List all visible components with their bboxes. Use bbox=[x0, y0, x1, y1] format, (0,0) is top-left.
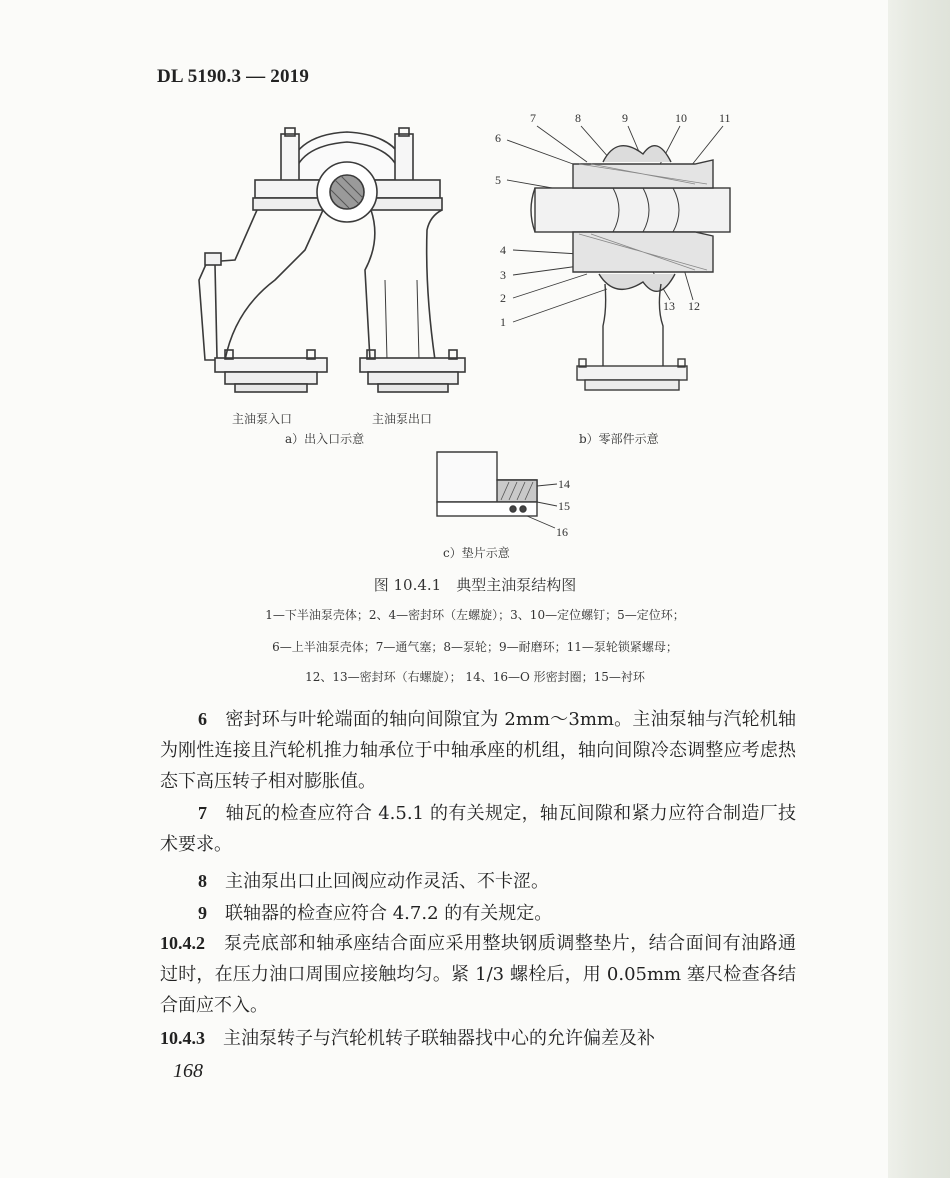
callout-16: 16 bbox=[556, 525, 568, 539]
clause-number: 10.4.3 bbox=[160, 1028, 205, 1048]
legend-line-1: 1—下半油泵壳体；2、4—密封环（左螺旋）；3、10—定位螺钉；5—定位环； bbox=[265, 608, 685, 622]
clause-text: 泵壳底部和轴承座结合面应采用整块钢质调整垫片，结合面间有油路通过时，在压力油口周围应接触均匀。紧 1/3 螺栓后，用 0.05mm 塞尺检查各结合面应不入。 bbox=[160, 933, 796, 1016]
clause-number: 9 bbox=[198, 903, 207, 923]
figure-a-caption: a）出入口示意 bbox=[285, 432, 365, 446]
callout-10: 10 bbox=[675, 111, 687, 125]
callout-11: 11 bbox=[719, 111, 731, 125]
inlet-label: 主油泵入口 bbox=[232, 412, 293, 426]
clause-text: 联轴器的检查应符合 4.7.2 的有关规定。 bbox=[225, 903, 553, 924]
callout-15: 15 bbox=[558, 499, 570, 513]
callout-5: 5 bbox=[495, 173, 501, 187]
clause-7 bbox=[160, 798, 796, 860]
callout-3: 3 bbox=[500, 268, 506, 282]
callout-14: 14 bbox=[558, 477, 570, 491]
outlet-label: 主油泵出口 bbox=[372, 412, 433, 426]
clause-number: 10.4.2 bbox=[160, 933, 205, 953]
clause-number: 8 bbox=[198, 871, 207, 891]
callout-12: 12 bbox=[688, 299, 700, 313]
clause-8 bbox=[160, 866, 796, 897]
callout-6: 6 bbox=[495, 131, 501, 145]
clause-text: 密封环与叶轮端面的轴向间隙宜为 2mm～3mm。主油泵轴与汽轮机轴为刚性连接且汽轮机推力轴承位于中轴承座的机组，轴向间隙冷态调整应考虑热态下高压转子相对膨胀值。 bbox=[160, 709, 796, 792]
figure-a-drawing bbox=[195, 120, 465, 400]
legend-line-3: 12、13—密封环（右螺旋）； 14、16—O 形密封圈；15—衬环 bbox=[305, 670, 645, 684]
callout-1: 1 bbox=[500, 315, 506, 329]
figure-c-drawing bbox=[437, 452, 577, 542]
figure-b-caption: b）零部件示意 bbox=[579, 432, 659, 446]
document-id: DL 5190.3 — 2019 bbox=[157, 66, 310, 87]
clause-10-4-3 bbox=[160, 1023, 796, 1054]
clause-6 bbox=[160, 704, 796, 797]
clause-number: 6 bbox=[198, 709, 207, 729]
clause-9 bbox=[160, 898, 796, 929]
clause-number: 7 bbox=[198, 803, 207, 823]
page-number: 168 bbox=[173, 1060, 203, 1082]
figure-title: 图 10.4.1 典型主油泵结构图 bbox=[373, 576, 577, 594]
legend-line-2: 6—上半油泵壳体；7—通气塞；8—泵轮；9—耐磨环；11—泵轮锁紧螺母； bbox=[272, 640, 678, 654]
callout-2: 2 bbox=[500, 291, 506, 305]
callout-8: 8 bbox=[575, 111, 581, 125]
clause-text: 主油泵转子与汽轮机转子联轴器找中心的允许偏差及补 bbox=[223, 1028, 655, 1049]
clause-text: 主油泵出口止回阀应动作灵活、不卡涩。 bbox=[225, 871, 549, 892]
figure-b-drawing bbox=[495, 104, 730, 404]
clause-10-4-2 bbox=[160, 928, 796, 1021]
callout-4: 4 bbox=[500, 243, 506, 257]
callout-7: 7 bbox=[530, 111, 536, 125]
callout-13: 13 bbox=[663, 299, 675, 313]
clause-text: 轴瓦的检查应符合 4.5.1 的有关规定，轴瓦间隙和紧力应符合制造厂技术要求。 bbox=[160, 803, 797, 855]
callout-9: 9 bbox=[622, 111, 628, 125]
figure-c-caption: c）垫片示意 bbox=[443, 546, 510, 560]
